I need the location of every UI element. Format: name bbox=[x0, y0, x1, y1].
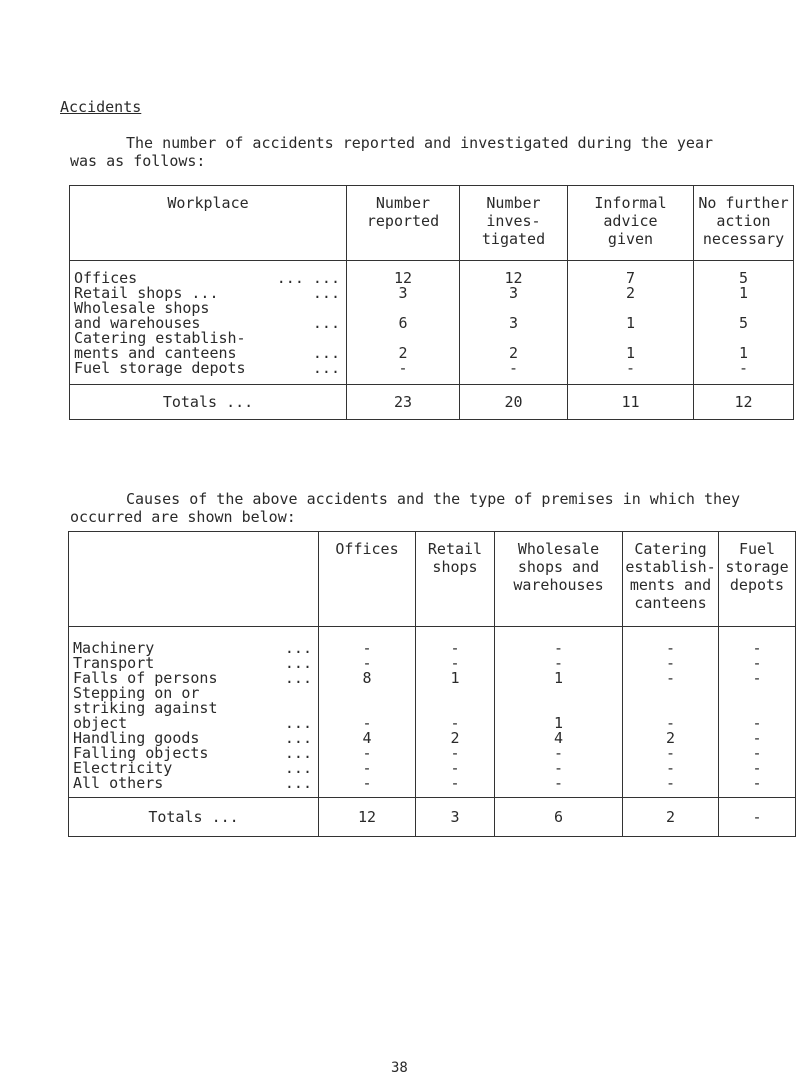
header-text-line: shops bbox=[432, 558, 478, 576]
leader-dots: ... bbox=[284, 716, 312, 731]
leader-dots: ... bbox=[312, 316, 340, 331]
row-label-text: striking against bbox=[73, 701, 218, 716]
leader-dots: ... bbox=[284, 776, 312, 791]
leader-dots: ... bbox=[312, 346, 340, 361]
totals-row bbox=[70, 385, 794, 420]
cell-value bbox=[694, 301, 793, 316]
cell-value: 2 bbox=[450, 731, 460, 746]
header-cell bbox=[495, 532, 623, 627]
causes-text-line-1: Causes of the above accidents and the type of premises in which they bbox=[126, 490, 741, 508]
header-text-line: inves- bbox=[486, 212, 541, 230]
leader-dots: ... ... bbox=[276, 271, 340, 286]
totals-value: 6 bbox=[495, 798, 623, 837]
cell-value: - bbox=[362, 746, 372, 761]
row-label-text: Stepping on or bbox=[73, 686, 200, 701]
totals-value: 3 bbox=[416, 798, 495, 837]
cell-value: - bbox=[738, 361, 749, 376]
value-column-cell bbox=[495, 627, 623, 798]
totals-label: Totals bbox=[162, 393, 227, 411]
value-column-cell bbox=[460, 261, 568, 385]
header-text-line: canteens bbox=[634, 594, 707, 612]
leader-dots: ... bbox=[226, 393, 254, 411]
cell-value: 4 bbox=[362, 731, 372, 746]
cell-value: - bbox=[553, 776, 564, 791]
table-row bbox=[69, 627, 796, 798]
cell-value bbox=[495, 701, 622, 716]
cell-value: - bbox=[665, 641, 676, 656]
header-text-line: Fuel bbox=[738, 540, 776, 558]
cell-value bbox=[347, 301, 459, 316]
header-text-line: ments and bbox=[629, 576, 712, 594]
cell-value: - bbox=[752, 656, 762, 671]
leader-dots: ... bbox=[312, 286, 340, 301]
value-column-cell bbox=[319, 627, 416, 798]
cell-value: - bbox=[752, 776, 762, 791]
cell-value: 1 bbox=[625, 316, 636, 331]
cell-value: 2 bbox=[508, 346, 519, 361]
cell-value bbox=[460, 301, 567, 316]
cell-value: - bbox=[665, 776, 676, 791]
header-cell bbox=[460, 186, 568, 261]
cell-value: 7 bbox=[625, 271, 636, 286]
cell-value: - bbox=[450, 776, 460, 791]
row-label-text: Catering establish- bbox=[74, 331, 246, 346]
cell-value: - bbox=[398, 361, 408, 376]
cell-value: - bbox=[362, 761, 372, 776]
cell-value: - bbox=[665, 746, 676, 761]
value-column-cell bbox=[416, 627, 495, 798]
header-text-line: Catering bbox=[634, 540, 707, 558]
header-text-line: warehouses bbox=[513, 576, 604, 594]
cell-value bbox=[460, 331, 567, 346]
row-label bbox=[74, 331, 346, 346]
cell-value: - bbox=[752, 761, 762, 776]
cell-value: - bbox=[553, 641, 564, 656]
cell-value: 2 bbox=[398, 346, 408, 361]
value-column-cell bbox=[694, 261, 794, 385]
cell-value: - bbox=[752, 746, 762, 761]
cell-value: - bbox=[450, 641, 460, 656]
totals-value: 12 bbox=[319, 798, 416, 837]
section-heading: Accidents bbox=[60, 98, 142, 116]
row-label bbox=[74, 346, 346, 361]
totals-value: - bbox=[719, 798, 796, 837]
totals-label-cell bbox=[69, 798, 319, 837]
cell-value: 2 bbox=[625, 286, 636, 301]
value-column-cell bbox=[719, 627, 796, 798]
totals-value: 23 bbox=[347, 385, 460, 420]
cell-value bbox=[623, 686, 718, 701]
header-text-line: reported bbox=[366, 212, 440, 230]
cell-value: 1 bbox=[553, 671, 564, 686]
header-cell bbox=[694, 186, 794, 261]
row-label-text: ments and canteens bbox=[74, 346, 237, 361]
header-text-line: tigated bbox=[481, 230, 546, 248]
value-column-cell bbox=[568, 261, 694, 385]
row-label-text: Falling objects bbox=[73, 746, 209, 761]
totals-value: 11 bbox=[568, 385, 694, 420]
header-text-line: Wholesale bbox=[517, 540, 600, 558]
row-label-text: Handling goods bbox=[73, 731, 200, 746]
row-label bbox=[73, 761, 318, 776]
header-cell bbox=[416, 532, 495, 627]
cell-value bbox=[568, 301, 693, 316]
row-label-text: Transport bbox=[73, 656, 155, 671]
leader-dots: ... bbox=[284, 761, 312, 776]
row-label bbox=[74, 271, 346, 286]
page-number: 38 bbox=[391, 1060, 408, 1076]
accident-causes-table bbox=[68, 531, 796, 837]
cell-value: - bbox=[553, 746, 564, 761]
cell-value: - bbox=[553, 761, 564, 776]
cell-value: - bbox=[665, 761, 676, 776]
totals-value: 12 bbox=[694, 385, 794, 420]
table-header-row bbox=[70, 186, 794, 261]
totals-row bbox=[69, 798, 796, 837]
header-cell bbox=[319, 532, 416, 627]
cell-value: - bbox=[752, 641, 762, 656]
totals-label: Totals bbox=[148, 808, 212, 826]
header-cell bbox=[347, 186, 460, 261]
row-label-text: and warehouses bbox=[74, 316, 201, 331]
cell-value bbox=[623, 701, 718, 716]
row-label bbox=[74, 301, 346, 316]
cell-value bbox=[347, 331, 459, 346]
intro-text-line-1: The number of accidents reported and investigated during the year bbox=[126, 134, 713, 152]
cell-value: 5 bbox=[738, 271, 749, 286]
cell-value: - bbox=[362, 716, 372, 731]
header-text-line: Offices bbox=[335, 540, 399, 558]
header-text-line: No further bbox=[698, 194, 789, 212]
totals-value: 20 bbox=[460, 385, 568, 420]
header-cell bbox=[568, 186, 694, 261]
row-label bbox=[73, 641, 318, 656]
row-labels-cell bbox=[70, 261, 347, 385]
header-text-line: Informal bbox=[594, 194, 667, 212]
row-label bbox=[73, 686, 318, 701]
row-label bbox=[74, 286, 346, 301]
cell-value bbox=[319, 686, 415, 701]
header-text-line: shops and bbox=[517, 558, 600, 576]
header-text-line: Number bbox=[375, 194, 431, 212]
cell-value: - bbox=[450, 746, 460, 761]
cell-value: - bbox=[665, 656, 676, 671]
cell-value: 3 bbox=[398, 286, 408, 301]
leader-dots: ... bbox=[312, 361, 340, 376]
row-label bbox=[73, 776, 318, 791]
cell-value: - bbox=[362, 641, 372, 656]
row-label bbox=[73, 746, 318, 761]
cell-value: 5 bbox=[738, 316, 749, 331]
cell-value: - bbox=[362, 656, 372, 671]
accidents-reported-table bbox=[69, 185, 794, 420]
row-label-text: Wholesale shops bbox=[74, 301, 210, 316]
header-text-line: Workplace bbox=[167, 194, 249, 212]
cell-value: - bbox=[665, 671, 676, 686]
row-label bbox=[73, 731, 318, 746]
cell-value: - bbox=[450, 656, 460, 671]
cell-value: 1 bbox=[553, 716, 564, 731]
header-text-line: Number bbox=[486, 194, 541, 212]
row-label-text: object bbox=[73, 716, 128, 731]
table-body bbox=[70, 261, 794, 385]
cell-value: 1 bbox=[625, 346, 636, 361]
value-column-cell bbox=[623, 627, 719, 798]
row-label bbox=[74, 361, 346, 376]
row-label-text: Fuel storage depots bbox=[74, 361, 246, 376]
header-text-line: given bbox=[607, 230, 654, 248]
causes-text-line-2: occurred are shown below: bbox=[70, 508, 296, 526]
cell-value bbox=[319, 701, 415, 716]
cell-value: - bbox=[508, 361, 519, 376]
header-text-line: Retail bbox=[427, 540, 483, 558]
row-label bbox=[73, 656, 318, 671]
table-body bbox=[69, 627, 796, 798]
totals-value: 2 bbox=[623, 798, 719, 837]
cell-value bbox=[416, 686, 494, 701]
cell-value bbox=[568, 331, 693, 346]
cell-value: - bbox=[450, 716, 460, 731]
header-cell bbox=[719, 532, 796, 627]
cell-value: - bbox=[665, 716, 676, 731]
row-label-text: Machinery bbox=[73, 641, 155, 656]
row-label bbox=[73, 716, 318, 731]
row-label bbox=[73, 701, 318, 716]
table-totals bbox=[69, 798, 796, 837]
header-cell bbox=[69, 532, 319, 627]
cell-value: - bbox=[553, 656, 564, 671]
table-row bbox=[70, 261, 794, 385]
row-label-text: Retail shops ... bbox=[74, 286, 219, 301]
leader-dots: ... bbox=[284, 671, 312, 686]
cell-value: 1 bbox=[738, 286, 749, 301]
cell-value: 1 bbox=[450, 671, 460, 686]
row-label-text: Offices bbox=[74, 271, 138, 286]
value-column-cell bbox=[347, 261, 460, 385]
leader-dots: ... bbox=[284, 656, 312, 671]
row-labels-cell bbox=[69, 627, 319, 798]
cell-value: 6 bbox=[398, 316, 408, 331]
cell-value bbox=[719, 701, 795, 716]
header-text-line: establish- bbox=[625, 558, 716, 576]
intro-text-line-2: was as follows: bbox=[70, 152, 206, 170]
cell-value: 4 bbox=[553, 731, 564, 746]
header-text-line: advice bbox=[603, 212, 658, 230]
cell-value: - bbox=[752, 716, 762, 731]
table-totals bbox=[70, 385, 794, 420]
cell-value: - bbox=[625, 361, 636, 376]
cell-value: 12 bbox=[504, 271, 523, 286]
row-label-text: Falls of persons bbox=[73, 671, 218, 686]
row-label-text: Electricity bbox=[73, 761, 173, 776]
totals-label-cell bbox=[70, 385, 347, 420]
cell-value bbox=[719, 686, 795, 701]
table-header-row bbox=[69, 532, 796, 627]
cell-value: 2 bbox=[665, 731, 676, 746]
header-text-line bbox=[69, 540, 318, 558]
leader-dots: ... bbox=[284, 641, 312, 656]
cell-value: 12 bbox=[393, 271, 413, 286]
leader-dots: ... bbox=[211, 808, 239, 826]
header-cell bbox=[623, 532, 719, 627]
header-text-line: action bbox=[716, 212, 771, 230]
cell-value bbox=[495, 686, 622, 701]
cell-value: - bbox=[752, 671, 762, 686]
cell-value: - bbox=[752, 731, 762, 746]
header-text-line: necessary bbox=[702, 230, 785, 248]
cell-value: 8 bbox=[362, 671, 372, 686]
row-label-text: All others bbox=[73, 776, 164, 791]
cell-value: - bbox=[362, 776, 372, 791]
header-cell bbox=[70, 186, 347, 261]
leader-dots: ... bbox=[284, 746, 312, 761]
header-text-line: depots bbox=[729, 576, 785, 594]
cell-value bbox=[416, 701, 494, 716]
header-text-line: storage bbox=[725, 558, 789, 576]
row-label bbox=[74, 316, 346, 331]
cell-value: 3 bbox=[508, 316, 519, 331]
cell-value: 1 bbox=[738, 346, 749, 361]
cell-value: 3 bbox=[508, 286, 519, 301]
leader-dots: ... bbox=[284, 731, 312, 746]
row-label bbox=[73, 671, 318, 686]
cell-value: - bbox=[450, 761, 460, 776]
cell-value bbox=[694, 331, 793, 346]
